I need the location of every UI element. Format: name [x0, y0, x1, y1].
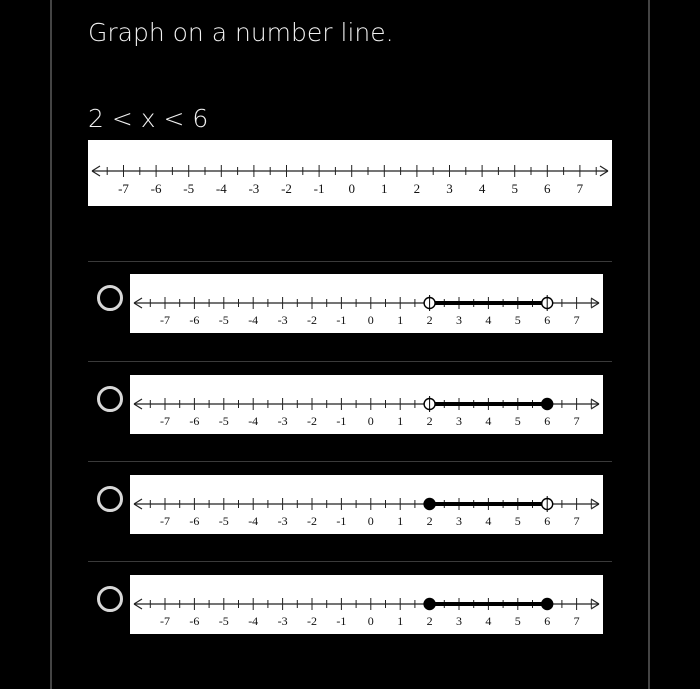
tick-label: 5	[511, 181, 518, 196]
tick-label: 5	[514, 313, 521, 327]
left-border	[50, 0, 52, 689]
closed-endpoint-left	[424, 599, 435, 610]
tick-label: 4	[478, 181, 486, 196]
option-c-number-line[interactable]	[130, 475, 603, 534]
reference-number-line	[88, 140, 612, 206]
tick-label: 6	[544, 514, 551, 528]
tick-label: -3	[277, 414, 288, 428]
tick-label: 1	[397, 514, 404, 528]
tick-label: 3	[446, 181, 453, 196]
tick-label: 7	[576, 181, 584, 196]
tick-label: -6	[189, 414, 200, 428]
radio-button-a[interactable]	[97, 285, 123, 311]
tick-label: -4	[248, 614, 259, 628]
tick-label: -2	[307, 514, 317, 528]
number-line-svg	[130, 475, 603, 534]
tick-label: -1	[336, 514, 347, 528]
tick-label: 4	[485, 313, 492, 327]
option-b-number-line[interactable]	[130, 375, 603, 434]
tick-label: 1	[397, 414, 404, 428]
tick-label: 1	[397, 313, 404, 327]
tick-label: 7	[573, 614, 580, 628]
tick-label: -7	[160, 414, 170, 428]
tick-label: 7	[573, 313, 580, 327]
tick-label: 2	[426, 313, 433, 327]
tick-label: -1	[336, 614, 347, 628]
tick-label: 1	[397, 614, 404, 628]
tick-label: 2	[426, 414, 433, 428]
tick-label: -3	[248, 181, 260, 196]
tick-label: -7	[160, 313, 170, 327]
inequality-expression: 2 < x < 6	[88, 104, 209, 133]
tick-label: -2	[307, 313, 317, 327]
tick-label: -6	[189, 614, 200, 628]
closed-endpoint-left	[424, 499, 435, 510]
tick-label: 5	[514, 614, 521, 628]
right-border	[648, 0, 650, 689]
tick-label: -6	[150, 181, 162, 196]
tick-label: -6	[189, 313, 200, 327]
tick-label: 7	[573, 514, 580, 528]
tick-label: -3	[277, 614, 288, 628]
number-line-svg	[88, 140, 612, 206]
number-line-svg	[130, 575, 603, 634]
number-line-svg	[130, 274, 603, 333]
tick-label: 5	[514, 514, 521, 528]
tick-label: -3	[277, 514, 288, 528]
tick-label: -5	[218, 414, 229, 428]
divider	[88, 561, 612, 562]
closed-endpoint-right	[542, 599, 553, 610]
tick-label: -1	[336, 414, 347, 428]
tick-label: -2	[307, 414, 317, 428]
tick-label: 2	[426, 514, 433, 528]
option-a-number-line[interactable]	[130, 274, 603, 333]
tick-label: -1	[336, 313, 347, 327]
tick-label: -5	[183, 181, 195, 196]
tick-label: 3	[456, 614, 462, 628]
tick-label: -2	[281, 181, 292, 196]
tick-label: 3	[456, 414, 462, 428]
tick-label: 0	[367, 514, 374, 528]
tick-label: 0	[367, 414, 374, 428]
tick-label: 4	[485, 414, 492, 428]
tick-label: -6	[189, 514, 200, 528]
tick-label: -4	[248, 313, 259, 327]
tick-label: 4	[485, 514, 492, 528]
tick-label: -5	[218, 614, 229, 628]
tick-label: 0	[348, 181, 355, 196]
tick-label: -4	[248, 514, 259, 528]
divider	[88, 361, 612, 362]
tick-label: -7	[118, 181, 129, 196]
tick-label: 4	[485, 614, 492, 628]
tick-label: 0	[367, 614, 374, 628]
tick-label: -4	[248, 414, 259, 428]
tick-label: 3	[456, 313, 462, 327]
radio-button-d[interactable]	[97, 586, 123, 612]
tick-label: -2	[307, 614, 317, 628]
tick-label: -5	[218, 514, 229, 528]
tick-label: 0	[367, 313, 374, 327]
tick-label: -7	[160, 614, 170, 628]
tick-label: -3	[277, 313, 288, 327]
tick-label: 1	[381, 181, 388, 196]
tick-label: -5	[218, 313, 229, 327]
tick-label: 6	[544, 614, 551, 628]
tick-label: 2	[426, 614, 433, 628]
divider	[88, 461, 612, 462]
tick-label: 6	[544, 181, 551, 196]
tick-label: 5	[514, 414, 521, 428]
tick-label: 6	[544, 414, 551, 428]
tick-label: -1	[313, 181, 325, 196]
tick-label: 6	[544, 313, 551, 327]
tick-label: 3	[456, 514, 462, 528]
question-title: Graph on a number line.	[88, 18, 394, 47]
divider	[88, 261, 612, 262]
closed-endpoint-right	[542, 399, 553, 410]
tick-label: -4	[215, 181, 227, 196]
number-line-svg	[130, 375, 603, 434]
tick-label: 2	[413, 181, 421, 196]
radio-button-c[interactable]	[97, 486, 123, 512]
tick-label: 7	[573, 414, 580, 428]
radio-button-b[interactable]	[97, 386, 123, 412]
option-d-number-line[interactable]	[130, 575, 603, 634]
tick-label: -7	[160, 514, 170, 528]
